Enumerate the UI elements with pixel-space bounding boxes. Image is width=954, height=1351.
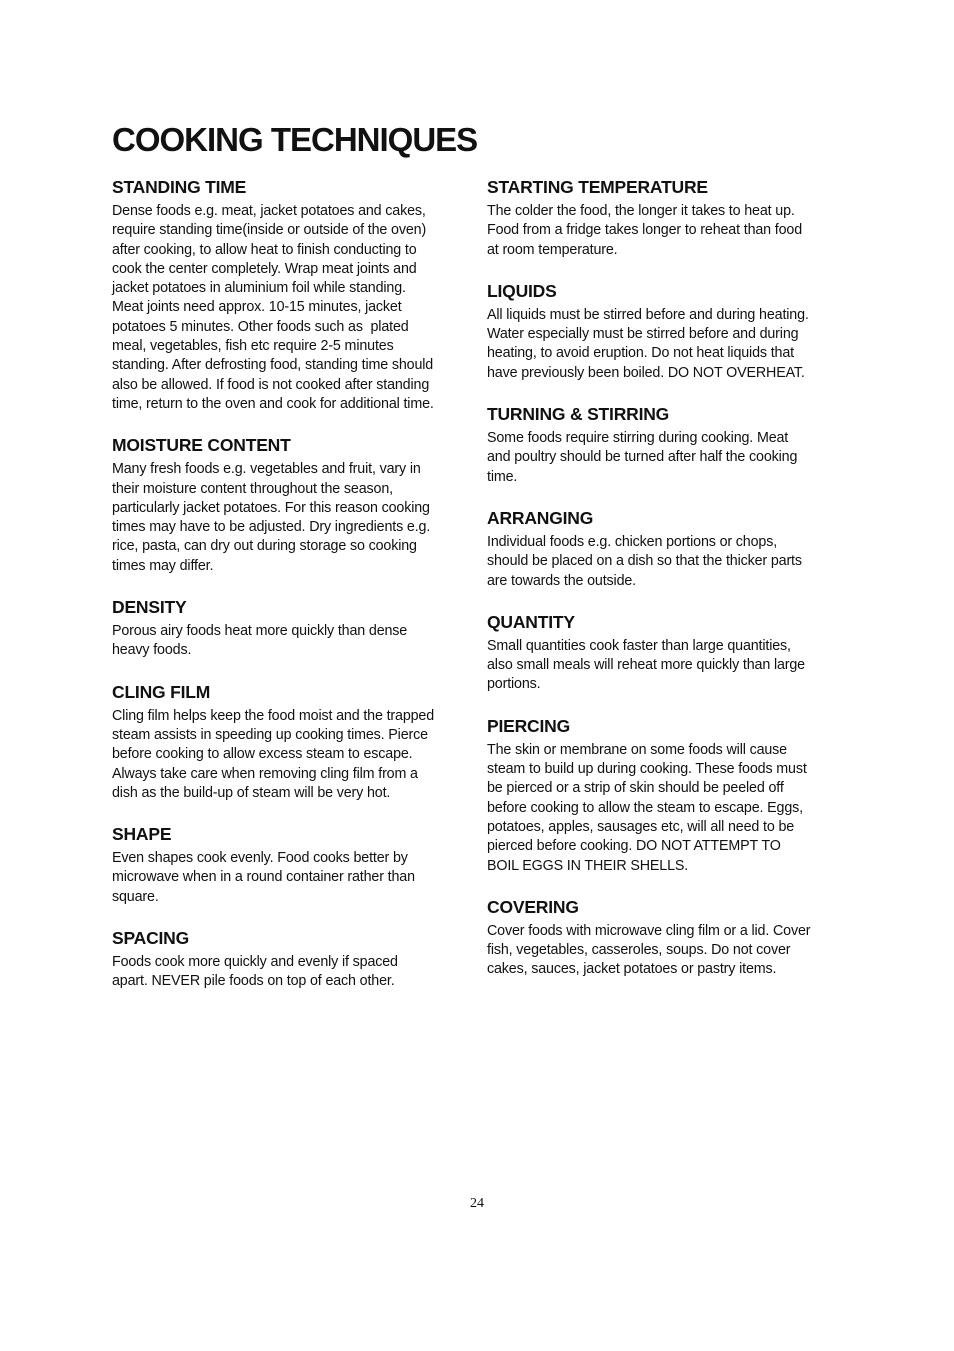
section-heading: TURNING & STIRRING xyxy=(487,404,670,425)
body-line: are towards the outside. xyxy=(487,572,636,589)
body-line: also be allowed. If food is not cooked after standing xyxy=(112,376,430,393)
body-line: and poultry should be turned after half the cooking xyxy=(487,449,798,466)
body-line: heating, to avoid eruption. Do not heat liquids that xyxy=(487,345,794,362)
section-heading: ARRANGING xyxy=(487,507,594,528)
body-line: dish as the build-up of steam will be very hot. xyxy=(112,784,391,801)
body-line: Porous airy foods heat more quickly than dense xyxy=(112,623,408,640)
section-body xyxy=(112,460,468,576)
body-line: Dense foods e.g. meat, jacket potatoes and cakes, xyxy=(112,203,426,219)
section-body xyxy=(487,922,843,980)
section-body xyxy=(487,533,843,591)
section-heading: QUANTITY xyxy=(487,611,575,632)
body-line: times may differ. xyxy=(112,557,214,574)
body-line: their moisture content throughout the season, xyxy=(112,480,393,497)
section-heading: SPACING xyxy=(112,928,190,949)
section-heading: CLING FILM xyxy=(112,681,211,702)
right-column xyxy=(487,177,843,1001)
body-line: steam assists in speeding up cooking times. Pierce xyxy=(112,726,428,743)
section-body xyxy=(487,202,843,260)
section-heading: STANDING TIME xyxy=(112,177,247,197)
section-body xyxy=(487,429,843,487)
body-line: Always take care when removing cling film from a xyxy=(112,765,418,782)
section-density xyxy=(112,597,468,661)
section-piercing xyxy=(487,716,843,876)
left-column xyxy=(112,177,468,1013)
section-starting-temperature xyxy=(487,177,843,260)
section-standing-time xyxy=(112,177,468,414)
section-quantity xyxy=(487,612,843,695)
body-line: Cover foods with microwave cling film or a lid. Cover xyxy=(487,922,811,939)
body-line: cook the center completely. Wrap meat joints and xyxy=(112,260,417,277)
body-line: time, return to the oven and cook for additional time. xyxy=(112,395,434,412)
body-line: potatoes 5 minutes. Other foods such as plated xyxy=(112,318,409,335)
body-line: meal, vegetables, fish etc require 2-5 minutes xyxy=(112,338,394,355)
body-line: Water especially must be stirred before and during xyxy=(487,326,799,343)
body-line: steam to build up during cooking. These foods must xyxy=(487,761,807,778)
body-line: before cooking to allow excess steam to escape. xyxy=(112,746,413,763)
page-number: 24 xyxy=(470,1196,484,1211)
section-heading: COVERING xyxy=(487,896,579,917)
section-arranging xyxy=(487,508,843,591)
section-cling-film xyxy=(112,682,468,803)
section-shape xyxy=(112,824,468,907)
section-heading: STARTING TEMPERATURE xyxy=(487,177,708,197)
body-line: heavy foods. xyxy=(112,642,192,659)
body-line: microwave when in a round container rather than xyxy=(112,869,415,886)
body-line: pierced before cooking. DO NOT ATTEMPT TO xyxy=(487,838,781,855)
section-turning-and-stirring xyxy=(487,404,843,487)
body-line: The colder the food, the longer it takes to heat up. xyxy=(487,203,795,219)
body-line: Even shapes cook evenly. Food cooks better by xyxy=(112,850,408,867)
body-line: should be placed on a dish so that the thicker parts xyxy=(487,553,802,570)
body-line: fish, vegetables, casseroles, soups. Do not cover xyxy=(487,942,791,959)
section-body xyxy=(487,741,843,876)
body-line: Foods cook more quickly and evenly if spaced xyxy=(112,954,398,971)
section-body xyxy=(112,202,468,414)
body-line: Cling film helps keep the food moist and the trapped xyxy=(112,707,435,724)
body-line: have previously been boiled. DO NOT OVERHEAT. xyxy=(487,364,805,381)
body-line: times may have to be adjusted. Dry ingredients e.g. xyxy=(112,519,431,536)
section-liquids xyxy=(487,281,843,383)
section-heading: PIERCING xyxy=(487,715,570,736)
section-spacing xyxy=(112,928,468,992)
body-line: jacket potatoes in aluminium foil while standing. xyxy=(112,280,406,297)
body-line: Individual foods e.g. chicken portions or chops, xyxy=(487,533,778,550)
body-line: be pierced or a strip of skin should be peeled off xyxy=(487,780,784,797)
section-heading: DENSITY xyxy=(112,597,187,618)
section-heading: SHAPE xyxy=(112,824,172,845)
body-line: particularly jacket potatoes. For this reason cooking xyxy=(112,499,430,516)
body-line: apart. NEVER pile foods on top of each other. xyxy=(112,973,395,990)
body-line: Small quantities cook faster than large quantities, xyxy=(487,637,791,654)
section-body xyxy=(112,707,468,803)
section-body xyxy=(112,953,468,992)
section-body xyxy=(112,622,468,661)
body-line: square. xyxy=(112,888,159,905)
body-line: also small meals will reheat more quickly than large xyxy=(487,657,805,674)
body-line: All liquids must be stirred before and during heating. xyxy=(487,306,809,323)
body-line: potatoes, apples, sausages etc, will all need to be xyxy=(487,818,795,835)
body-line: time. xyxy=(487,468,518,485)
body-line: rice, pasta, can dry out during storage so cooking xyxy=(112,538,417,555)
body-line: at room temperature. xyxy=(487,241,618,258)
section-heading: LIQUIDS xyxy=(487,280,557,301)
body-line: after cooking, to allow heat to finish conducting to xyxy=(112,241,417,258)
body-line: Some foods require stirring during cooking. Meat xyxy=(487,430,789,447)
section-body xyxy=(487,637,843,695)
body-line: Food from a fridge takes longer to reheat than food xyxy=(487,222,803,239)
body-line: portions. xyxy=(487,676,541,693)
section-heading: MOISTURE CONTENT xyxy=(112,435,291,456)
body-line: The skin or membrane on some foods will cause xyxy=(487,741,787,758)
body-line: BOIL EGGS IN THEIR SHELLS. xyxy=(487,857,689,874)
body-line: standing. After defrosting food, standing time should xyxy=(112,357,434,374)
section-moisture-content xyxy=(112,435,468,576)
section-body xyxy=(112,849,468,907)
section-body xyxy=(487,306,843,383)
body-line: Many fresh foods e.g. vegetables and fruit, vary in xyxy=(112,461,421,478)
section-covering xyxy=(487,897,843,980)
page-title: COOKING TECHNIQUES xyxy=(112,121,478,158)
body-line: Meat joints need approx. 10-15 minutes, jacket xyxy=(112,299,402,316)
body-line: require standing time(inside or outside of the oven) xyxy=(112,222,427,239)
body-line: before cooking to allow the steam to escape. Eggs, xyxy=(487,799,803,816)
body-line: cakes, sauces, jacket potatoes or pastry items. xyxy=(487,961,777,978)
